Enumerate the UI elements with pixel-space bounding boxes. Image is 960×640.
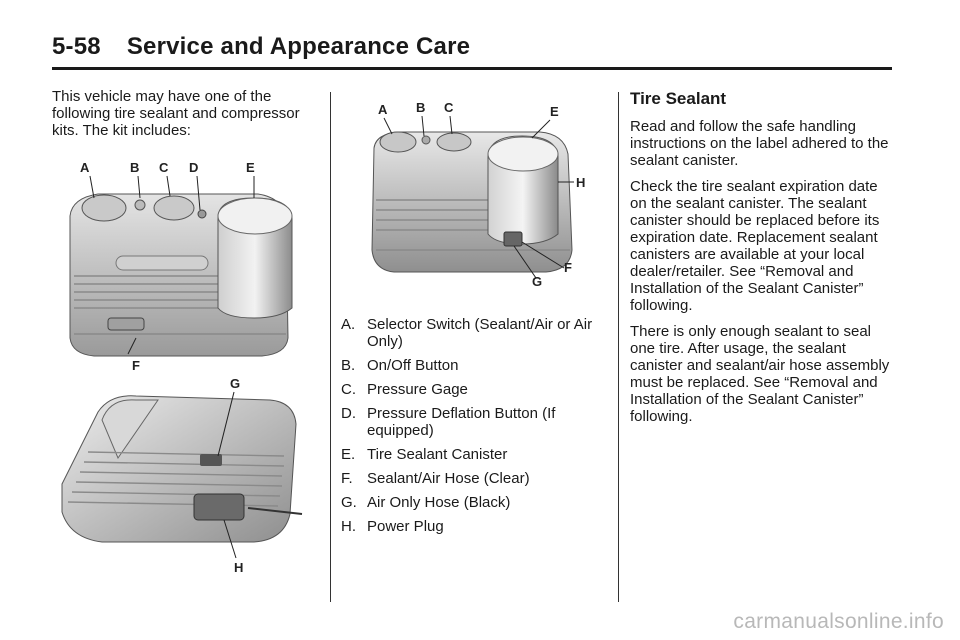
page-title [52, 30, 892, 64]
legend-item: A. Selector Switch (Sealant/Air or Air Only) [341, 316, 593, 350]
fig3-label-g: G [532, 274, 543, 288]
section-title: Service and Appearance Care [126, 33, 471, 60]
column-divider-2 [618, 92, 619, 602]
fig3-label-b: B [416, 100, 426, 115]
component-legend [341, 316, 609, 542]
fig3-label-h: H [576, 175, 586, 190]
watermark: carmanualsonline.info [733, 610, 944, 633]
intro-text: This vehicle may have one of the following tire sealant and compressor kits. The kit includes: [52, 88, 300, 139]
fig1-label-f: F [132, 358, 140, 373]
fig3-label-c: C [444, 100, 454, 115]
tire-sealant-paragraph-1: Read and follow the safe handling instructions on the label adhered to the sealant canister. [630, 118, 889, 169]
page-number: 5-58 [52, 33, 101, 60]
fig2-label-h: H [234, 560, 244, 575]
fig3-label-f: F [564, 260, 572, 275]
legend-item: G. Air Only Hose (Black) [341, 494, 511, 511]
fig1-label-b: B [130, 160, 140, 175]
fig1-label-a: A [80, 160, 90, 175]
legend-item: C. Pressure Gage [341, 381, 468, 398]
compressor-kit-figure-2 [58, 372, 306, 576]
tire-sealant-heading: Tire Sealant [630, 89, 727, 108]
legend-item: E. Tire Sealant Canister [341, 446, 508, 463]
fig2-label-g: G [230, 376, 241, 391]
fig1-label-c: C [159, 160, 169, 175]
column-divider-1 [330, 92, 331, 602]
page-header [52, 30, 892, 70]
compressor-kit-figure-1 [58, 158, 306, 376]
legend-item: H. Power Plug [341, 518, 444, 535]
legend-item: B. On/Off Button [341, 357, 459, 374]
column-1 [52, 88, 320, 139]
fig1-label-d: D [189, 160, 199, 175]
tire-sealant-paragraph-2: Check the tire sealant expiration date on the sealant canister. The sealant canister should be replaced before its expiration date. Replacement sealant canisters are available at your local dealer/retailer. See “Removal and Installation of the Sealant Canister” following. [630, 178, 880, 314]
compressor-kit-figure-3 [364, 100, 592, 288]
fig1-label-e: E [246, 160, 255, 175]
legend-item: F. Sealant/Air Hose (Clear) [341, 470, 530, 487]
fig3-label-a: A [378, 102, 388, 117]
fig3-label-e: E [550, 104, 559, 119]
column-3 [630, 88, 892, 434]
legend-item: D. Pressure Deflation Button (If equipped) [341, 405, 556, 439]
tire-sealant-paragraph-3: There is only enough sealant to seal one tire. After usage, the sealant canister and sealant/air hose assembly must be replaced. See “Removal and Installation of the Sealant Canister” following. [630, 323, 890, 425]
